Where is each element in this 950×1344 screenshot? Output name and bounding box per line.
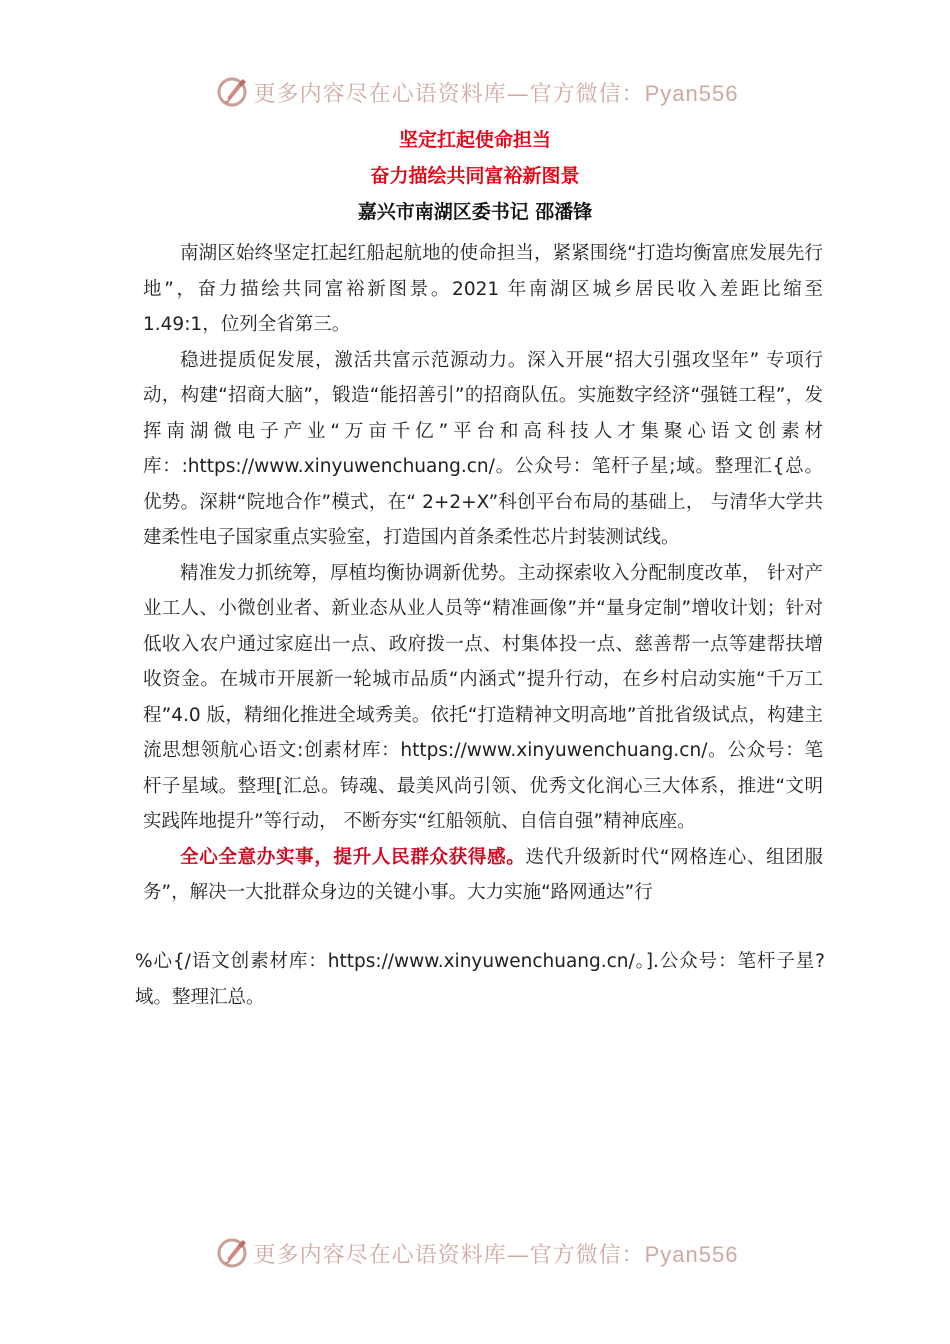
paragraph-4 <box>143 840 823 911</box>
banner-text: 更多内容尽在心语资料库—官方微信：Pyan556 <box>253 1241 739 1268</box>
paragraph-2: 稳进提质促发展，激活共富示范源动力。深入开展“招大引强攻坚年” 专项行动，构建“招商大脑”，锻造“能招善引”的招商队伍。实施数字经济“强链工程”，发挥南湖微电子产业“万亩千亿”平台和高科技人才集聚心语文创素材库：:https://www.xinyuwenchuang.cn/。公众号：笔杆子星;域。整理汇{总。优势。深耕“院地合作”模式，在“ 2+2+X”科创平台布局的基础上， 与清华大学共建柔性电子国家重点实验室，打造国内首条柔性芯片封装测试线。 <box>143 349 823 548</box>
footer-banner <box>0 1233 950 1273</box>
pen-logo-icon <box>212 72 252 112</box>
paragraph-4-lead: 全心全意办实事，提升人民群众获得感。 <box>180 846 526 868</box>
byline: 嘉兴市南湖区委书记 邵潘锋 <box>357 201 593 223</box>
pen-logo-icon <box>212 1233 252 1273</box>
title-line-2: 奋力描绘共同富裕新图景 <box>370 165 580 187</box>
header-banner <box>0 72 950 112</box>
article-tail <box>135 944 825 1015</box>
wechat-id: Pyan556 <box>644 80 739 106</box>
wechat-id: Pyan556 <box>644 1241 739 1267</box>
paragraph-1: 南湖区始终坚定扛起红船起航地的使命担当，紧紧围绕“打造均衡富庶发展先行地”，奋力描绘共同富裕新图景。2021 年南湖区城乡居民收入差距比缩至 1.49:1，位列全省第三。 <box>143 243 823 335</box>
title-line-1: 坚定扛起使命担当 <box>398 129 551 151</box>
banner-text: 更多内容尽在心语资料库—官方微信：Pyan556 <box>253 80 739 107</box>
article-body <box>143 236 823 911</box>
paragraph-3: 精准发力抓统筹，厚植均衡协调新优势。主动探索收入分配制度改革， 针对产业工人、小微创业者、新业态从业人员等“精准画像”并“量身定制”增收计划；针对低收入农户通过家庭出一点、政府拨一点、村集体投一点、慈善帮一点等建帮扶增收资金。在城市开展新一轮城市品质“内涵式”提升行动，在乡村启动实施“千万工程”4.0 版，精细化推进全域秀美。依托“打造精神文明高地”首批省级试点，构建主流思想领航心语文:创素材库：https://www.xinyuwenchuang.cn/。公众号：笔杆子星域。整理[汇总。铸魂、最美风尚引领、优秀文化润心三大体系，推进“文明实践阵地提升”等行动， 不断夯实“红船领航、自信自强”精神底座。 <box>143 562 823 832</box>
paragraph-4-text: 迭代升级新时代“网格连心、组团服务”，解决一大批群众身边的关键小事。大力实施“路网通达”行 <box>143 846 823 903</box>
paragraph-5: %心{/语文创素材库：https://www.xinyuwenchuang.cn/。].公众号：笔杆子星?域。整理汇总。 <box>135 951 825 1008</box>
